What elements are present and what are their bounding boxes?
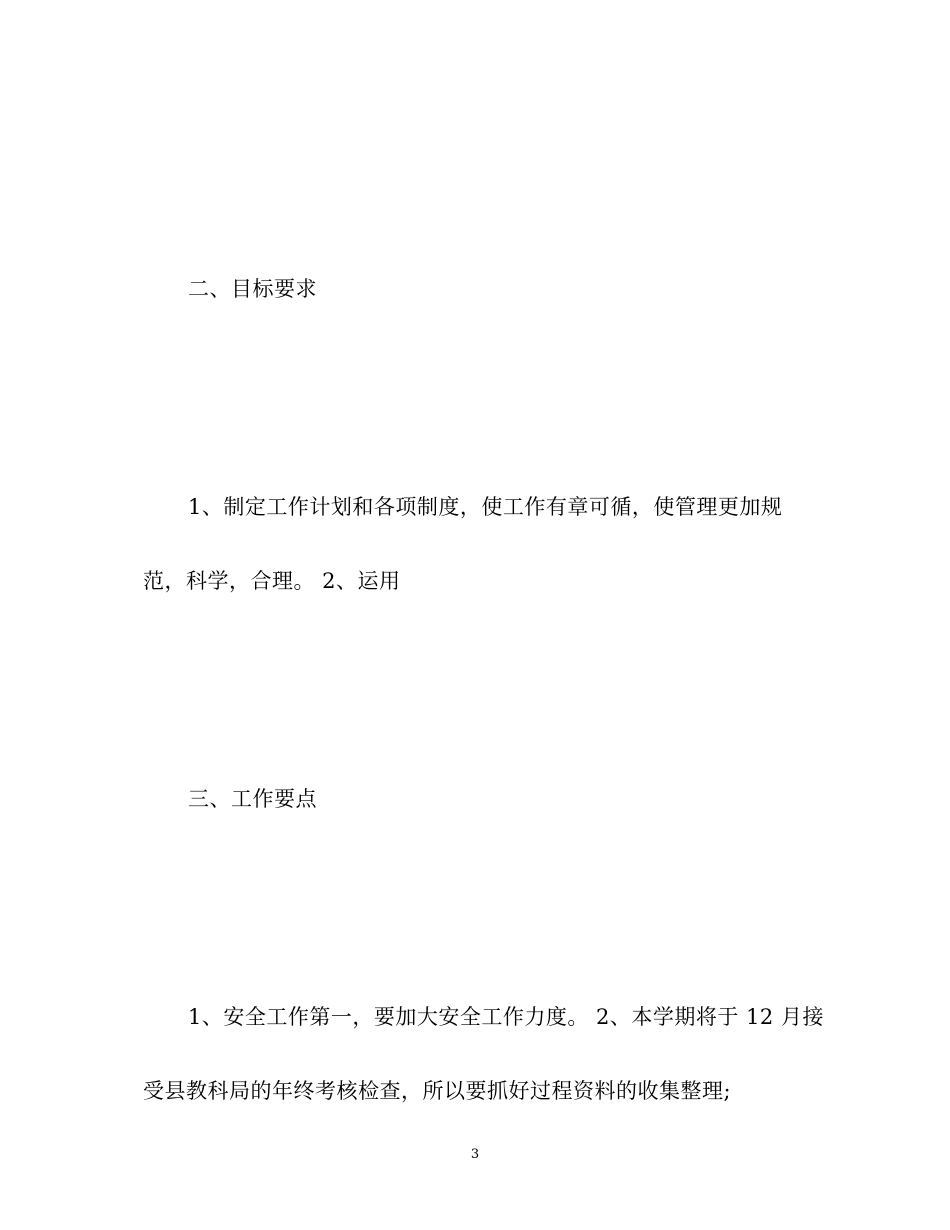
- goals-paragraph-line-1: 1、制定工作计划和各项制度，使工作有章可循，使管理更加规: [188, 495, 783, 519]
- page-number: 3: [470, 1147, 480, 1162]
- key-points-paragraph-line-1: 1、安全工作第一，要加大安全工作力度。 2、本学期将于 12 月接: [188, 1005, 824, 1029]
- goals-paragraph-line-2: 范，科学，合理。 2、运用: [143, 569, 401, 593]
- key-points-paragraph-line-2: 受县教科局的年终考核检查，所以要抓好过程资料的收集整理;: [143, 1079, 732, 1103]
- section-heading-goals: 二、目标要求: [188, 277, 317, 301]
- section-heading-key-points: 三、工作要点: [188, 787, 317, 811]
